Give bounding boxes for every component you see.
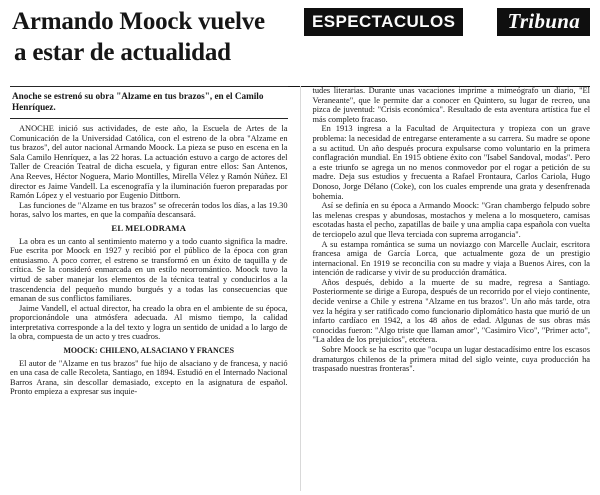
paragraph: La obra es un canto al sentimiento materno y a todo cuanto significa la madre. Fue escrita por Moock en 1927 y recibió por el público de la época con gran entusiasmo. A poco correr, el estreno se transformó en un éxito de taquilla y de crítica. Se la consideró enmarcada en un estilo neorromántico. Moock tuvo la virtud de saber manejar los elementos de la técnica teatral y conducirlos a la trascendencia del pequeño mundo burgués y a todas las consecuencias que emanan de sus conflictos familiares. [10,236,288,304]
headline-line-2: a estar de actualidad [14,39,231,66]
section-flag [304,8,590,40]
section-subhead: EL MELODRAMA [111,222,187,233]
article-lead: Anoche se estrenó su obra "Alzame en tus brazos", en el Camilo Henríquez. [10,86,288,119]
paragraph: ANOCHE inició sus actividades, de este año, la Escuela de Artes de la Comunicación de la Universidad Católica, con el estreno de la obra "Alzame en tus brazos", del autor nacional Armando Moock. La pieza se puso en escena en la Sala Camilo Henríquez, a las 22 horas. La actuación estuvo a cargo de actores del Taller de Creación Teatral de dicha escuela, y figuran entre ellos: San Antenos, Ana Reeves, Héctor Noguera, Mario Montilles, Mirella Vélez y Ramón Núñez. El director es Jaime Vandell. La escenografía y la iluminación fueron preparadas por Ramón López y el vestuario por Eugenio Dittborn. [10,124,288,201]
brand-logo: Tribuna [497,8,590,36]
paragraph: Sobre Moock se ha escrito que "ocupa un lugar destacadísimo entre los escasos dramaturgos chilenos de la primera mitad del siglo veinte, cuya producción ha traspasado nuestras fronteras". [312,345,591,374]
paragraph: Años después, debido a la muerte de su madre, regresa a Santiago. Posteriormente se dirige a Europa, después de un recorrido por el viejo continente, decide venirse a Chile y estrena "Alzame en tus brazos". Un año más tarde, otra vez la hégira y ser ratificado como funcionario diplomático hasta que murió de un infarto cardíaco en 1942, a los 48 años de edad. Algunas de sus obras más conocidas fueron: "Algo triste que llaman amor", "Casimiro Vico", "Primer acto", "La aldea de los prejuicios", etcétera. [312,277,591,345]
column-right [313,86,591,491]
headline-line-1: Armando Moock vuelve [12,8,265,35]
column-left [10,86,288,491]
paragraph: El autor de "Alzame en tus brazos" fue hijo de alsaciano y de francesa, y nació en una casa de calle Recoleta, Santiago, en 1894. Estudió en el Internado Nacional Barros Arana, sin descollar demasiado, excepto en la asignatura de español. Pronto empieza a expresar sus inquie- [10,358,288,397]
article-body [10,86,590,491]
paragraph: A su estampa romántica se suma un noviazgo con Marcelle Auclair, escritora francesa amiga de García Lorca, que actualmente goza de un prestigio internacional. En 1919 se reconcilia con su madre y viaja a Buenos Aires, con la intención de radicarse y vivir de su producción dramática. [312,239,591,278]
paragraph: Así se definía en su época a Armando Moock: "Gran chambergo felpudo sobre las melenas crespas y abundosas, mostachos y melena a lo mosquetero, camisas escotadas hasta el pecho, zapatillas de baile y una amplia capa española con vuelta de terciopelo azul que lleva terciada con suprema arrogancia". [312,201,591,239]
masthead [10,6,590,84]
column-divider [300,86,301,491]
paragraph: tudes literarias. Durante unas vacaciones imprime a mimeógrafo un diario, "El Veraneante", que le permite dar a conocer en Quintero, su lugar de recreo, una pizca de juventud: "Crisis económica". Resultado de esta aventura artística fue el más completo fracaso. [312,86,591,124]
paragraph: Las funciones de "Alzame en tus brazos" se ofrecerán todos los días, a las 19.30 horas, salvo los martes, en que la compañía descansará. [10,200,288,220]
section-label: ESPECTACULOS [304,8,463,36]
paragraph: En 1913 ingresa a la Facultad de Arquitectura y tropieza con un grave problema: la necesidad de entregarse enteramente a su carrera. Su madre se opone a su actitud. Un año después procura expulsarse como voluntario en la primera conflagración mundial. En 1915 obtiene éxito con "Isabel Sandoval, modas". Pero a este triunfo se agrega un no menos conmovedor por el rogar a petición de su madre. Deja sus estudios y frecuenta a Rafael Frontaura, Carlos Cariola, Hugo Donoso, Jorge Délano (Coke), con los cuales emprende una grata y desenfrenada bohemia. [312,124,591,201]
paragraph: Jaime Vandell, el actual director, ha creado la obra en el ambiente de su época, proporcionándole una atmósfera adecuada. Al mismo tiempo, la calidad interpretativa corresponde a la del texto y logra un sentido de unidad a lo largo de la obra, compuesta de un acto y tres cuadros. [10,303,288,342]
page-title [12,6,312,68]
section-subhead: MOOCK: CHILENO, ALSACIANO Y FRANCES [63,346,235,356]
